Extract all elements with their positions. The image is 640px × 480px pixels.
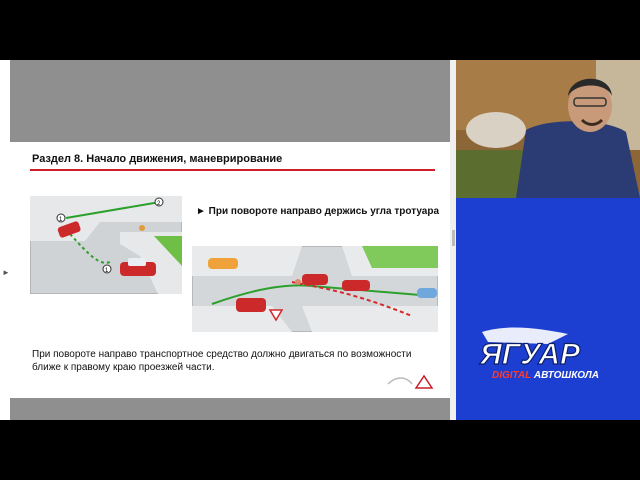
brand-panel (456, 198, 640, 420)
title-divider (30, 169, 435, 171)
left-strip (0, 60, 10, 420)
logo-text: ЯГУАР (480, 338, 581, 368)
figure-turn-corner (30, 196, 182, 294)
slide-title: Раздел 8. Начало движения, маневрирование (32, 153, 283, 165)
logo-digital: DIGITAL (492, 370, 532, 381)
logo-school: АВТОШКОЛА (533, 370, 599, 381)
slide (10, 142, 450, 398)
fig1-label-1: 1 (59, 217, 63, 223)
scrollbar-thumb[interactable] (452, 230, 455, 246)
jaguar-logo-icon (478, 326, 618, 368)
fig1-label-2: 2 (157, 201, 161, 207)
instructor-video-frame (456, 60, 640, 198)
fig1-label-3: 1 (105, 268, 109, 274)
slide-top-margin (10, 60, 450, 142)
left-arrow-icon[interactable]: ► (2, 268, 10, 277)
figure-intersection (192, 246, 438, 332)
instructor-video (456, 60, 640, 198)
slide-note: ► При повороте направо держись угла тротуара (196, 206, 440, 217)
slide-bottom-margin (10, 398, 450, 420)
slide-footer-logo-icon (386, 372, 436, 390)
slide-body-text: При повороте направо транспортное средство должно двигаться по возможности ближе к правому краю проезжей части. (32, 349, 412, 373)
logo-subtitle (492, 370, 599, 381)
